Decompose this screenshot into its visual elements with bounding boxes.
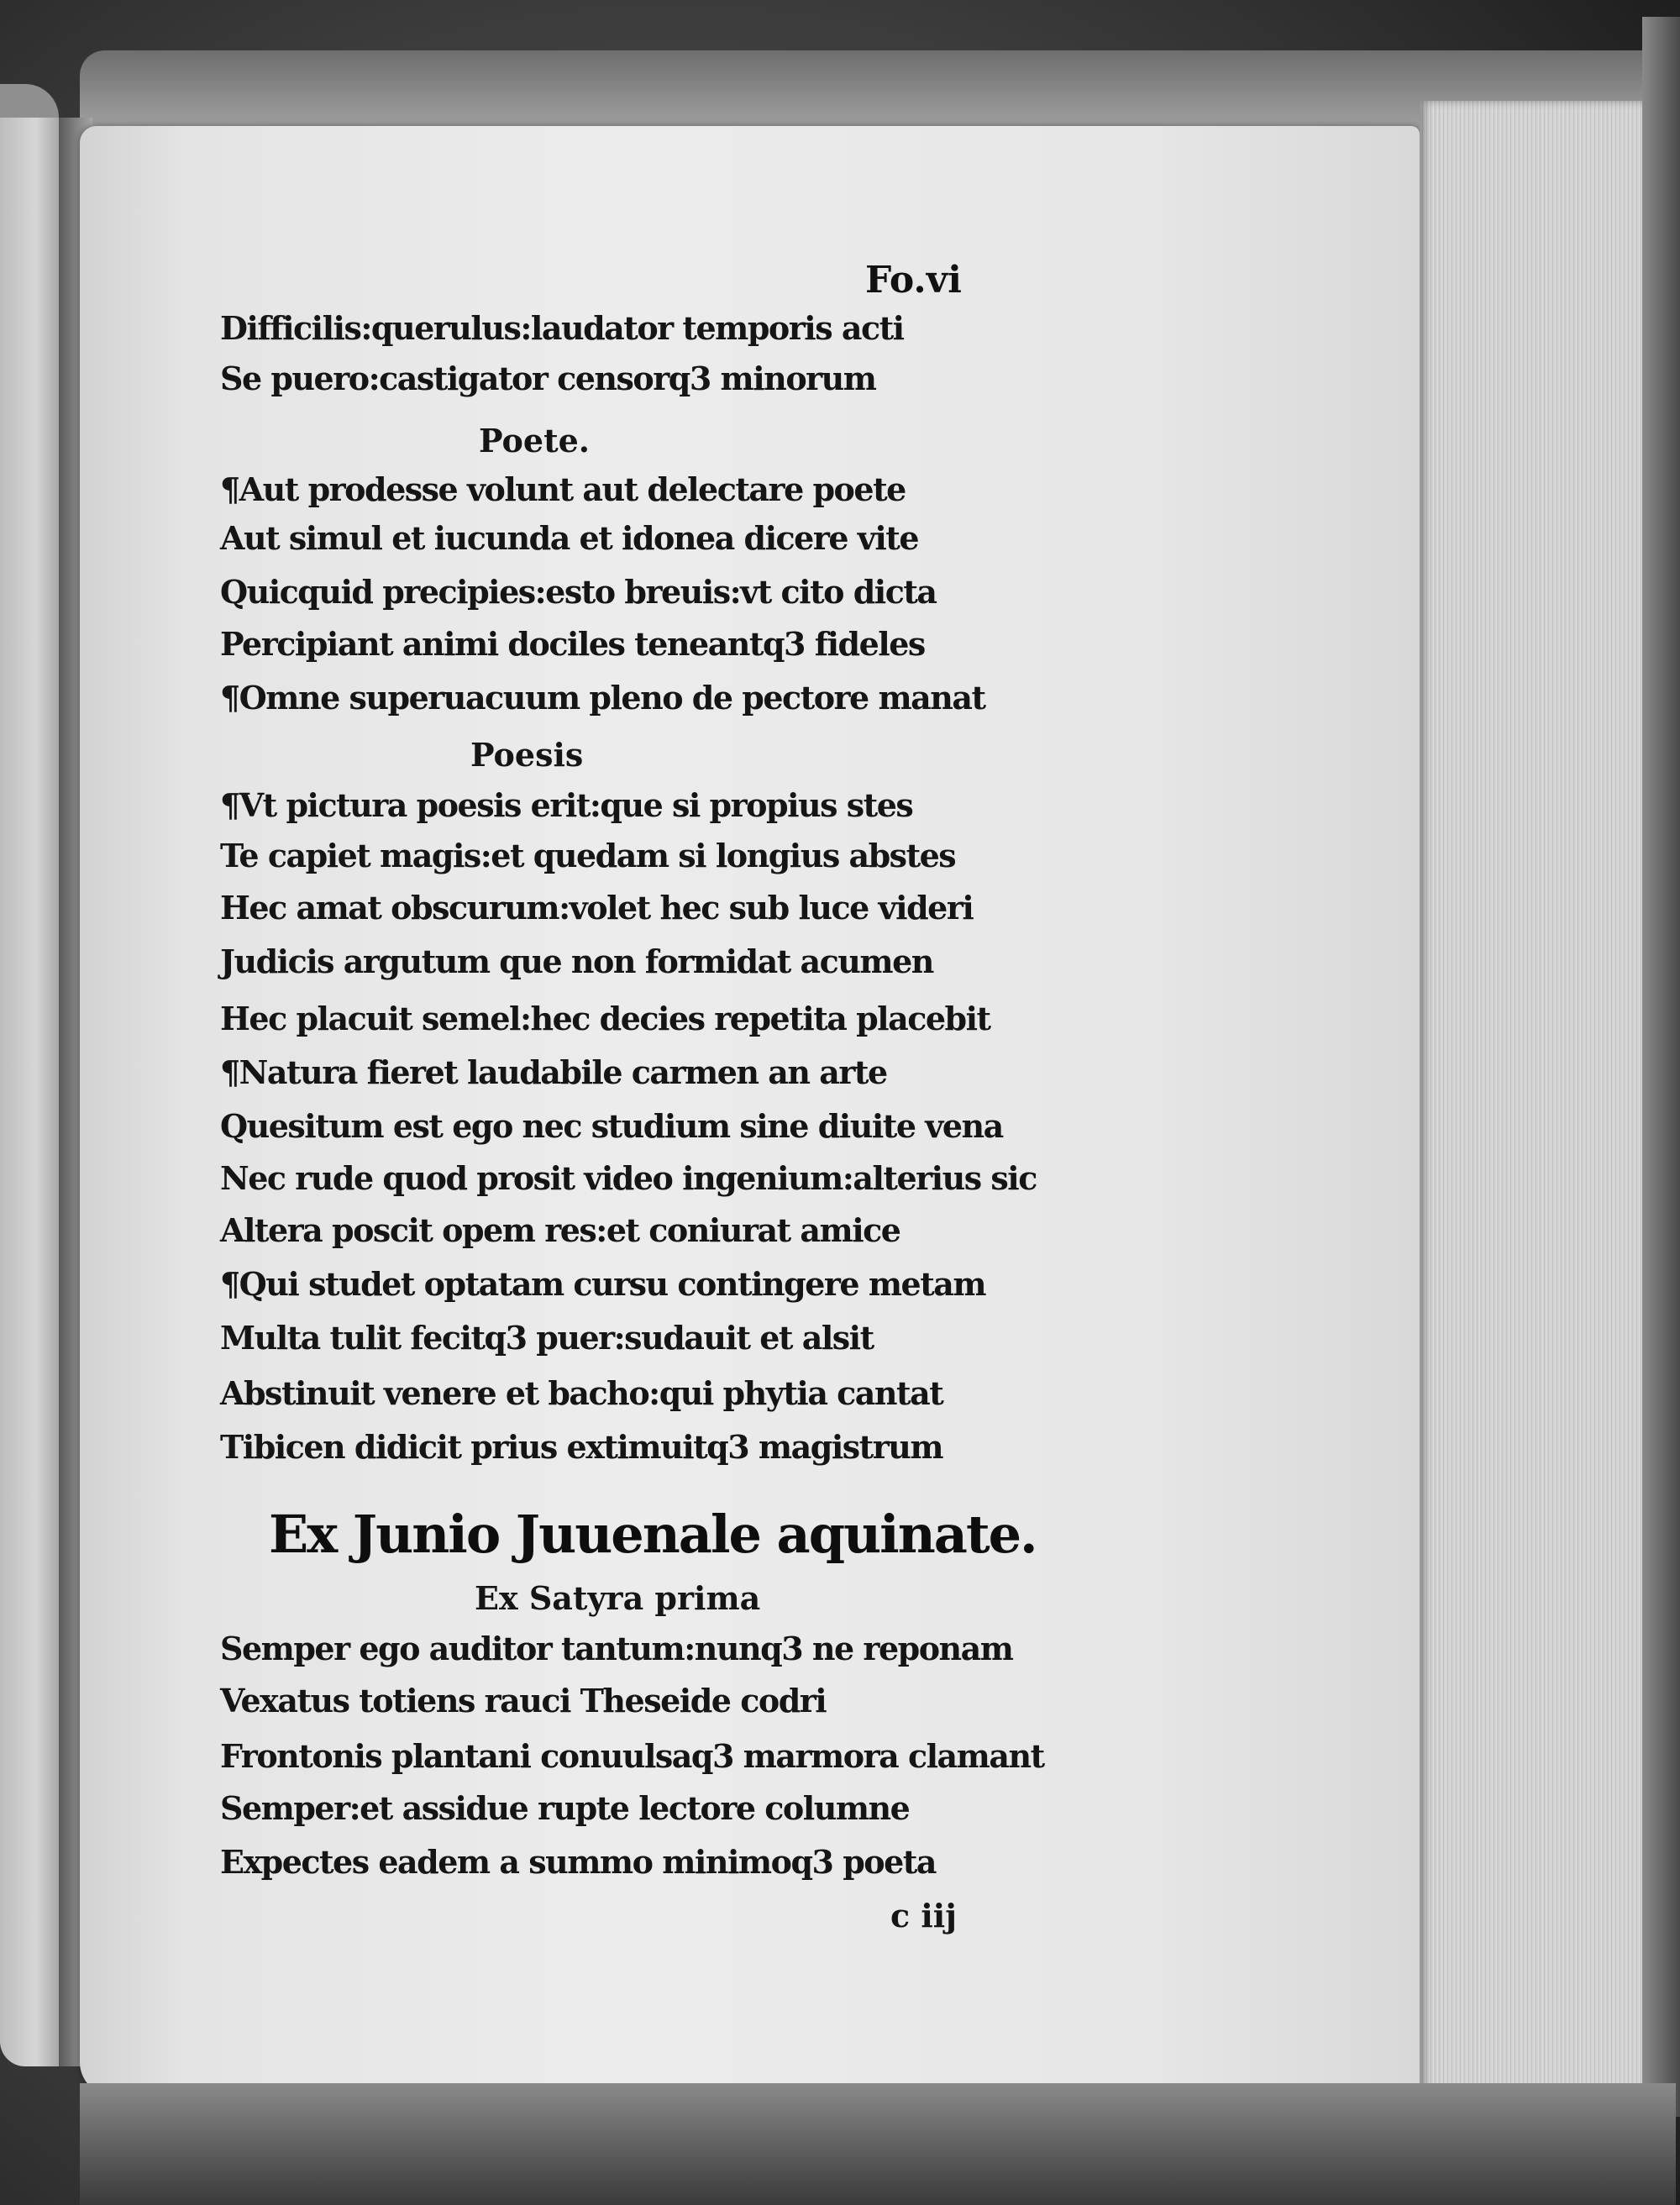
verse-line: Semper ego auditor tantum:nunq3 ne reponam [220, 1630, 1013, 1667]
bottom-shadow [80, 2083, 1676, 2205]
verse-line: Difficilis:querulus:laudator temporis acti [220, 309, 904, 347]
verse-line: Judicis argutum que non formidat acumen [220, 942, 933, 980]
verse-line: Hec amat obscurum:volet hec sub luce videri [220, 889, 974, 927]
verse-line: Quicquid precipies:esto breuis:vt cito dicta [220, 573, 937, 611]
verse-line: Hec placuit semel:hec decies repetita placebit [220, 1000, 990, 1037]
verse-line: Aut simul et iucunda et idonea dicere vite [220, 519, 919, 557]
verse-line: Se puero:castigator censorq3 minorum [220, 360, 876, 397]
verse-line: Nec rude quod prosit video ingenium:alterius sic [220, 1159, 1037, 1197]
verse-line: Frontonis plantani conuulsaq3 marmora clamant [220, 1737, 1044, 1775]
signature-mark: c iij [890, 1897, 957, 1935]
page-edges-stack [1420, 101, 1672, 2108]
heading-poesis: Poesis [470, 736, 584, 774]
verse-line: Quesitum est ego nec studium sine diuite vena [220, 1107, 1003, 1145]
left-facing-page [0, 118, 66, 2066]
verse-line: ¶Aut prodesse volunt aut delectare poete [220, 470, 906, 508]
verse-line: Tibicen didicit prius extimuitq3 magistrum [220, 1428, 943, 1466]
verse-line: Te capiet magis:et quedam si longius abstes [220, 837, 956, 874]
verse-line: ¶Natura fieret laudabile carmen an arte [220, 1053, 887, 1091]
verse-line: ¶Omne superuacuum pleno de pectore manat [220, 679, 985, 717]
verse-line: Abstinuit venere et bacho:qui phytia cantat [220, 1374, 943, 1412]
heading-juvenal: Ex Junio Juuenale aquinate. [269, 1504, 1037, 1565]
folio-number: Fo.vi [865, 259, 963, 302]
verse-line: Semper:et assidue rupte lectore columne [220, 1789, 910, 1827]
verse-line: ¶Qui studet optatam cursu contingere metam [220, 1265, 986, 1303]
verse-line: Percipiant animi dociles teneantq3 fideles [220, 625, 925, 663]
verse-line: ¶Vt pictura poesis erit:que si propius stes [220, 786, 913, 824]
verse-line: Multa tulit fecitq3 puer:sudauit et alsit [220, 1319, 874, 1357]
verse-line: Vexatus totiens rauci Theseide codri [220, 1682, 827, 1719]
book-cover-edge [1642, 17, 1680, 2117]
heading-satyra: Ex Satyra prima [475, 1579, 761, 1617]
verse-line: Expectes eadem a summo minimoq3 poeta [220, 1843, 936, 1881]
verse-line: Altera poscit opem res:et coniurat amice [220, 1211, 900, 1249]
heading-poete: Poete. [479, 422, 591, 459]
